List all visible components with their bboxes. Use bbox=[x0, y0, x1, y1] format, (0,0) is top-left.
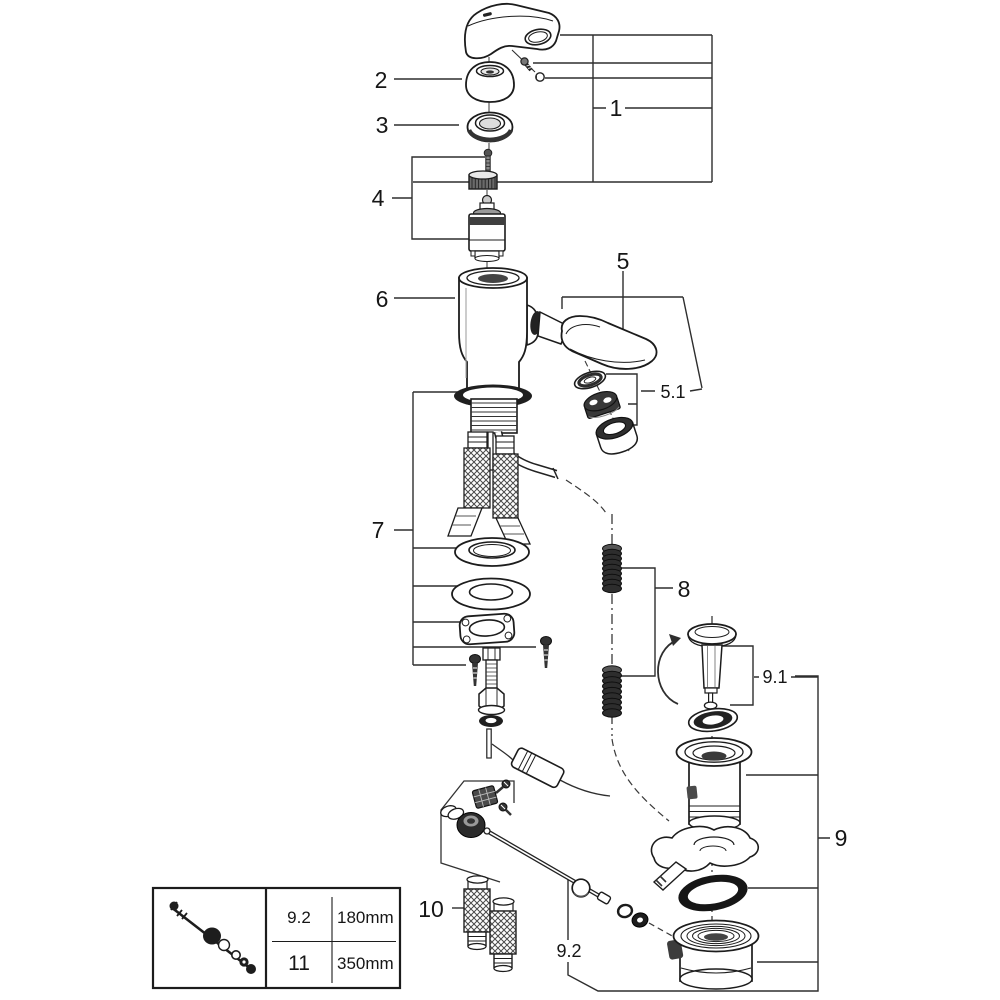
table-length-row2: 350mm bbox=[337, 954, 394, 973]
dark-washer bbox=[479, 715, 503, 727]
callout-6: 6 bbox=[375, 286, 389, 312]
aerator-washer bbox=[572, 368, 607, 392]
size-table-border bbox=[153, 888, 400, 988]
table-ref-row2: 11 bbox=[288, 952, 310, 975]
flange-nut bbox=[479, 688, 505, 715]
aerator-sleeve bbox=[593, 413, 640, 458]
callout-1-bracket bbox=[413, 35, 712, 182]
supply-hose-right-attached bbox=[493, 436, 530, 544]
callout-10: 10 bbox=[418, 896, 444, 922]
aerator-insert bbox=[582, 388, 622, 421]
table-ref-row1: 9.2 bbox=[287, 908, 311, 927]
linkage-screw-a bbox=[496, 780, 510, 793]
callout-2: 2 bbox=[374, 67, 388, 93]
white-o-ring bbox=[455, 538, 529, 566]
linkage-block bbox=[472, 785, 498, 808]
popup-plug bbox=[688, 624, 736, 709]
cartridge bbox=[469, 196, 505, 262]
spare-hose-left bbox=[464, 876, 490, 950]
spring-upper bbox=[603, 544, 622, 592]
size-table bbox=[153, 888, 400, 988]
drain-upper-body bbox=[677, 738, 752, 830]
supply-hose-left-attached bbox=[448, 432, 490, 536]
callout-7: 7 bbox=[371, 517, 385, 543]
spring-lower bbox=[603, 666, 622, 717]
spray-head bbox=[561, 316, 656, 369]
mounting-plate bbox=[459, 613, 515, 645]
knurled-knob bbox=[457, 813, 485, 838]
callout-5-1: 5.1 bbox=[660, 382, 686, 402]
drain-o-ring bbox=[675, 870, 750, 917]
linkage-screw-b bbox=[499, 803, 511, 815]
rotation-arrow bbox=[658, 640, 678, 704]
callout-4: 4 bbox=[371, 185, 385, 211]
hose-to-spring-dash bbox=[566, 480, 606, 513]
rod-ring-dark bbox=[630, 911, 649, 929]
table-length-row1: 180mm bbox=[337, 908, 394, 927]
callout-8: 8 bbox=[677, 576, 691, 602]
spring-to-drain-dash bbox=[612, 739, 669, 821]
dome-cap bbox=[466, 62, 514, 102]
ring-nut bbox=[468, 113, 513, 142]
rod-ring-white bbox=[617, 903, 634, 918]
drain-rod-end bbox=[597, 892, 611, 905]
threaded-shank bbox=[471, 399, 517, 433]
rod-to-drain-dash bbox=[649, 923, 674, 937]
cable-cylinder bbox=[510, 747, 565, 789]
handle-screw bbox=[521, 58, 532, 70]
callout-3: 3 bbox=[375, 112, 389, 138]
popup-plug-washer bbox=[687, 706, 739, 735]
drain-lower-body bbox=[667, 921, 759, 990]
callout-8-bracket bbox=[621, 568, 673, 676]
callout-9-2: 9.2 bbox=[556, 941, 582, 961]
mounting-stud bbox=[483, 648, 500, 694]
callout-9-1: 9.1 bbox=[762, 667, 788, 687]
cartridge-nut bbox=[469, 171, 497, 189]
callout-9: 9 bbox=[834, 825, 848, 851]
spare-hose-right bbox=[490, 898, 516, 972]
cartridge-set-screw bbox=[484, 149, 492, 172]
handle-plug bbox=[536, 73, 544, 81]
flat-washer bbox=[452, 579, 530, 610]
faucet-body bbox=[459, 268, 568, 389]
mounting-screw-left bbox=[470, 655, 481, 687]
mounting-screw-right bbox=[541, 637, 552, 669]
callout-labels bbox=[372, 67, 848, 961]
callout-5: 5 bbox=[616, 248, 630, 274]
callout-1: 1 bbox=[609, 95, 623, 121]
pull-rod-upper bbox=[487, 729, 491, 758]
